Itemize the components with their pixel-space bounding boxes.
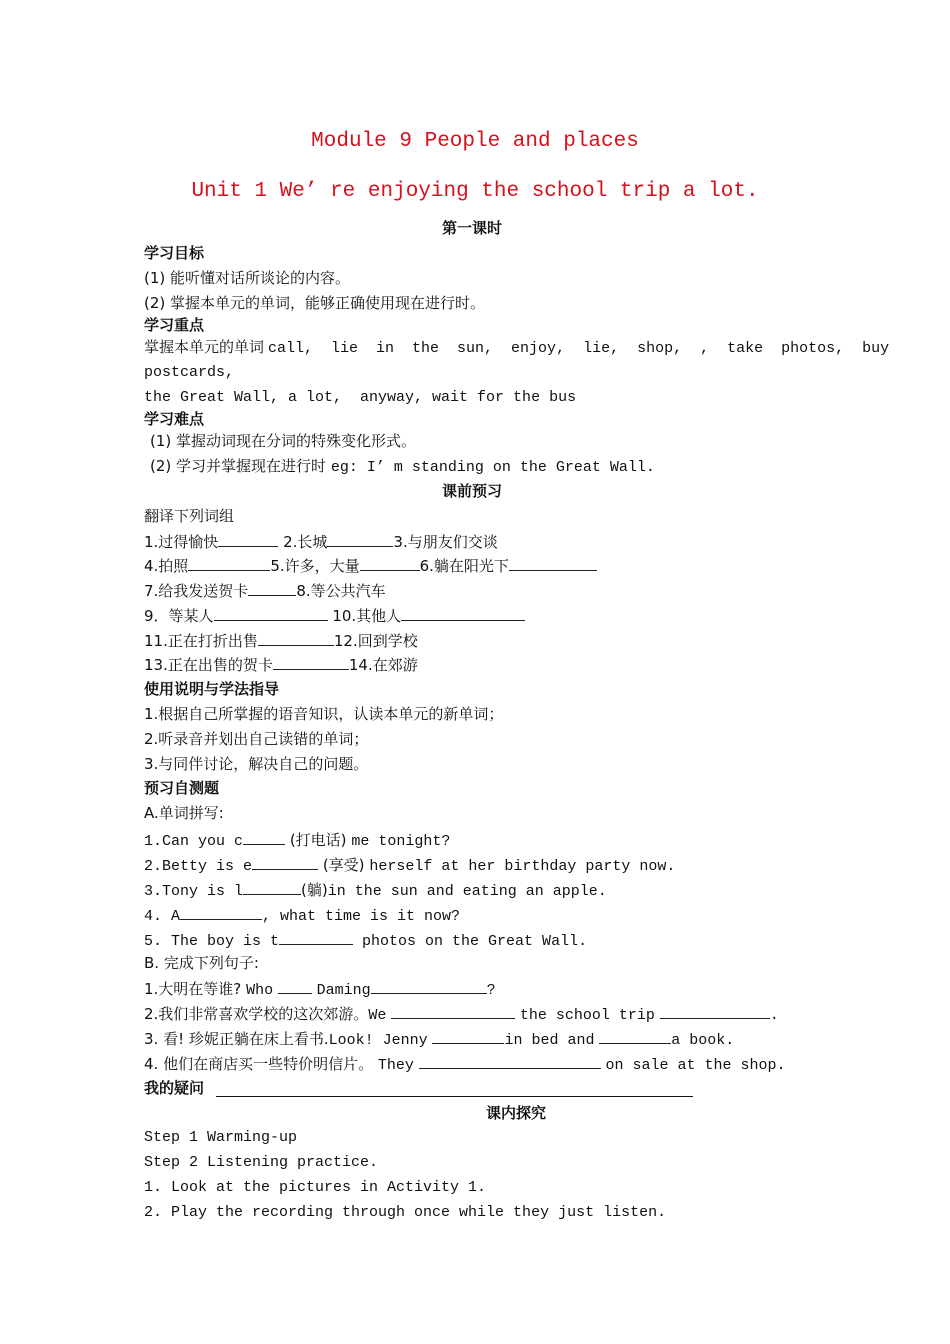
sentence-3-cn: 3. 看! 珍妮正躺在床上看书. <box>144 1030 329 1048</box>
spelling-1-end: me tonight? <box>351 833 451 850</box>
answer-blank[interactable] <box>218 531 278 547</box>
preview-item-8: 8.等公共汽车 <box>296 582 386 600</box>
step-2: Step 2 Listening practice. <box>144 1154 379 1171</box>
spelling-2 <box>144 854 675 877</box>
sentence-1-word-a: Who <box>246 982 274 999</box>
questions-heading: 我的疑问 <box>144 1079 205 1097</box>
spelling-1 <box>144 829 450 852</box>
answer-blank[interactable] <box>599 1028 671 1044</box>
sentence-3-end: a book. <box>671 1032 735 1049</box>
spelling-4-start: 4. A <box>144 908 181 925</box>
sentence-1-end: ? <box>486 982 496 999</box>
preview-item-9: 9．等某人 <box>144 607 214 625</box>
spelling-4 <box>144 904 460 927</box>
answer-blank[interactable] <box>243 879 301 895</box>
step-2-item-2: 2. Play the recording through once while they just listen. <box>144 1204 667 1221</box>
preview-row-4 <box>144 605 525 626</box>
preview-item-7: 7.给我发送贺卡 <box>144 582 249 600</box>
spelling-1-start: 1.Can you c <box>144 833 244 850</box>
difficulties-heading: 学习难点 <box>144 410 205 428</box>
spelling-3 <box>144 879 607 902</box>
key-points-heading: 学习重点 <box>144 316 205 334</box>
sentence-2-word-a: We <box>368 1007 387 1024</box>
preview-item-14: 14.在郊游 <box>348 656 418 674</box>
spelling-1-hint: (打电话) <box>289 831 347 849</box>
difficulty-2 <box>150 456 655 478</box>
objective-1: (1) 能听懂对话所谈论的内容。 <box>144 269 351 287</box>
guide-item-1: 1.根据自己所掌握的语音知识，认读本单元的新单词； <box>144 705 504 723</box>
preview-item-1: 1.过得愉快 <box>144 533 219 551</box>
sentence-1 <box>144 978 496 1001</box>
spelling-4-end: , what time is it now? <box>262 908 461 925</box>
spelling-3-hint: (躺) <box>301 881 328 899</box>
sentence-3-word-b: in bed and <box>504 1032 595 1049</box>
preview-item-3: 3.与朋友们交谈 <box>393 533 498 551</box>
unit-title: Unit 1 We’ re enjoying the school trip a lot. <box>191 180 759 203</box>
answer-blank[interactable] <box>243 829 285 845</box>
part-b-label: B. 完成下列句子: <box>144 954 259 972</box>
answer-blank[interactable] <box>327 531 393 547</box>
spelling-2-start: 2.Betty is e <box>144 858 253 875</box>
sentence-2 <box>144 1003 779 1026</box>
difficulty-2-en: eg: I’ m standing on the Great Wall. <box>330 459 655 476</box>
difficulty-1: (1) 掌握动词现在分词的特殊变化形式。 <box>150 432 417 450</box>
key-points-line-3: the Great Wall, a lot, anyway, wait for the bus <box>144 389 577 406</box>
preview-heading: 课前预习 <box>442 482 503 500</box>
spelling-5-end: photos on the Great Wall. <box>353 933 588 950</box>
answer-blank[interactable] <box>273 654 349 670</box>
preview-row-6 <box>144 654 418 675</box>
answer-blank[interactable] <box>279 929 353 945</box>
answer-blank[interactable] <box>214 605 328 621</box>
answer-blank[interactable] <box>188 555 270 571</box>
sentence-3 <box>144 1028 734 1051</box>
answer-blank[interactable] <box>371 978 487 994</box>
sentence-4-word-a: They <box>377 1057 414 1074</box>
class-heading: 课内探究 <box>486 1104 547 1122</box>
preview-row-2 <box>144 555 597 576</box>
preview-item-6: 6.躺在阳光下 <box>419 557 509 575</box>
sentence-2-word-b: the school trip <box>519 1007 655 1024</box>
answer-blank[interactable] <box>252 854 318 870</box>
answer-blank[interactable] <box>180 904 262 920</box>
preview-item-4: 4.拍照 <box>144 557 189 575</box>
spelling-5 <box>144 929 587 952</box>
preview-item-13: 13.正在出售的贺卡 <box>144 656 273 674</box>
answer-blank[interactable] <box>432 1028 504 1044</box>
self-test-heading: 预习自测题 <box>144 779 220 797</box>
module-title: Module 9 People and places <box>311 130 639 153</box>
key-points-line-1 <box>144 337 890 359</box>
spelling-3-start: 3.Tony is l <box>144 883 244 900</box>
spelling-2-end: herself at her birthday party now. <box>369 858 676 875</box>
sentence-4-end: on sale at the shop. <box>605 1057 786 1074</box>
objective-2: (2) 掌握本单元的单词，能够正确使用现在进行时。 <box>144 294 486 312</box>
guide-item-3: 3.与同伴讨论，解决自己的问题。 <box>144 755 369 773</box>
sentence-2-end: . <box>769 1007 779 1024</box>
questions-answer-line[interactable] <box>216 1096 693 1097</box>
preview-item-12: 12.回到学校 <box>333 632 418 650</box>
preview-instruction: 翻译下列词组 <box>144 507 235 525</box>
step-1: Step 1 Warming-up <box>144 1129 298 1146</box>
difficulty-2-cn: (2) 学习并掌握现在进行时 <box>150 457 327 475</box>
preview-row-3 <box>144 580 386 601</box>
guide-item-2: 2.听录音并划出自己读错的单词； <box>144 730 369 748</box>
objectives-heading: 学习目标 <box>144 244 205 262</box>
key-points-line-2: postcards, <box>144 364 235 381</box>
preview-item-5: 5.许多，大量 <box>270 557 360 575</box>
spelling-3-end: in the sun and eating an apple. <box>327 883 607 900</box>
answer-blank[interactable] <box>660 1003 770 1019</box>
answer-blank[interactable] <box>391 1003 515 1019</box>
answer-blank[interactable] <box>258 630 334 646</box>
sentence-1-word-b: Daming <box>316 982 371 999</box>
answer-blank[interactable] <box>248 580 296 596</box>
answer-blank[interactable] <box>401 605 525 621</box>
spelling-2-hint: (享受) <box>322 856 365 874</box>
sentence-1-cn: 1.大明在等谁? <box>144 980 242 998</box>
sentence-2-cn: 2.我们非常喜欢学校的这次郊游。 <box>144 1005 369 1023</box>
sentence-3-word-a: Look! Jenny <box>328 1032 428 1049</box>
guide-heading: 使用说明与学法指导 <box>144 680 280 698</box>
preview-item-10: 10.其他人 <box>332 607 402 625</box>
preview-item-2: 2.长城 <box>283 533 328 551</box>
preview-row-5 <box>144 630 418 651</box>
key-points-words: call, lie in the sun, enjoy, lie, shop, , take photos, buy <box>268 340 890 357</box>
spelling-5-start: 5. The boy is t <box>144 933 280 950</box>
preview-row-1 <box>144 531 498 552</box>
part-a-label: A.单词拼写: <box>144 804 224 822</box>
lesson-label: 第一课时 <box>442 219 503 237</box>
answer-blank[interactable] <box>360 555 420 571</box>
sentence-4-cn: 4. 他们在商店买一些特价明信片。 <box>144 1055 374 1073</box>
sentence-4 <box>144 1053 785 1076</box>
step-2-item-1: 1. Look at the pictures in Activity 1. <box>144 1179 487 1196</box>
answer-blank[interactable] <box>278 978 312 994</box>
answer-blank[interactable] <box>509 555 597 571</box>
preview-item-11: 11.正在打折出售 <box>144 632 258 650</box>
key-points-prefix: 掌握本单元的单词 <box>144 338 265 356</box>
answer-blank[interactable] <box>419 1053 601 1069</box>
